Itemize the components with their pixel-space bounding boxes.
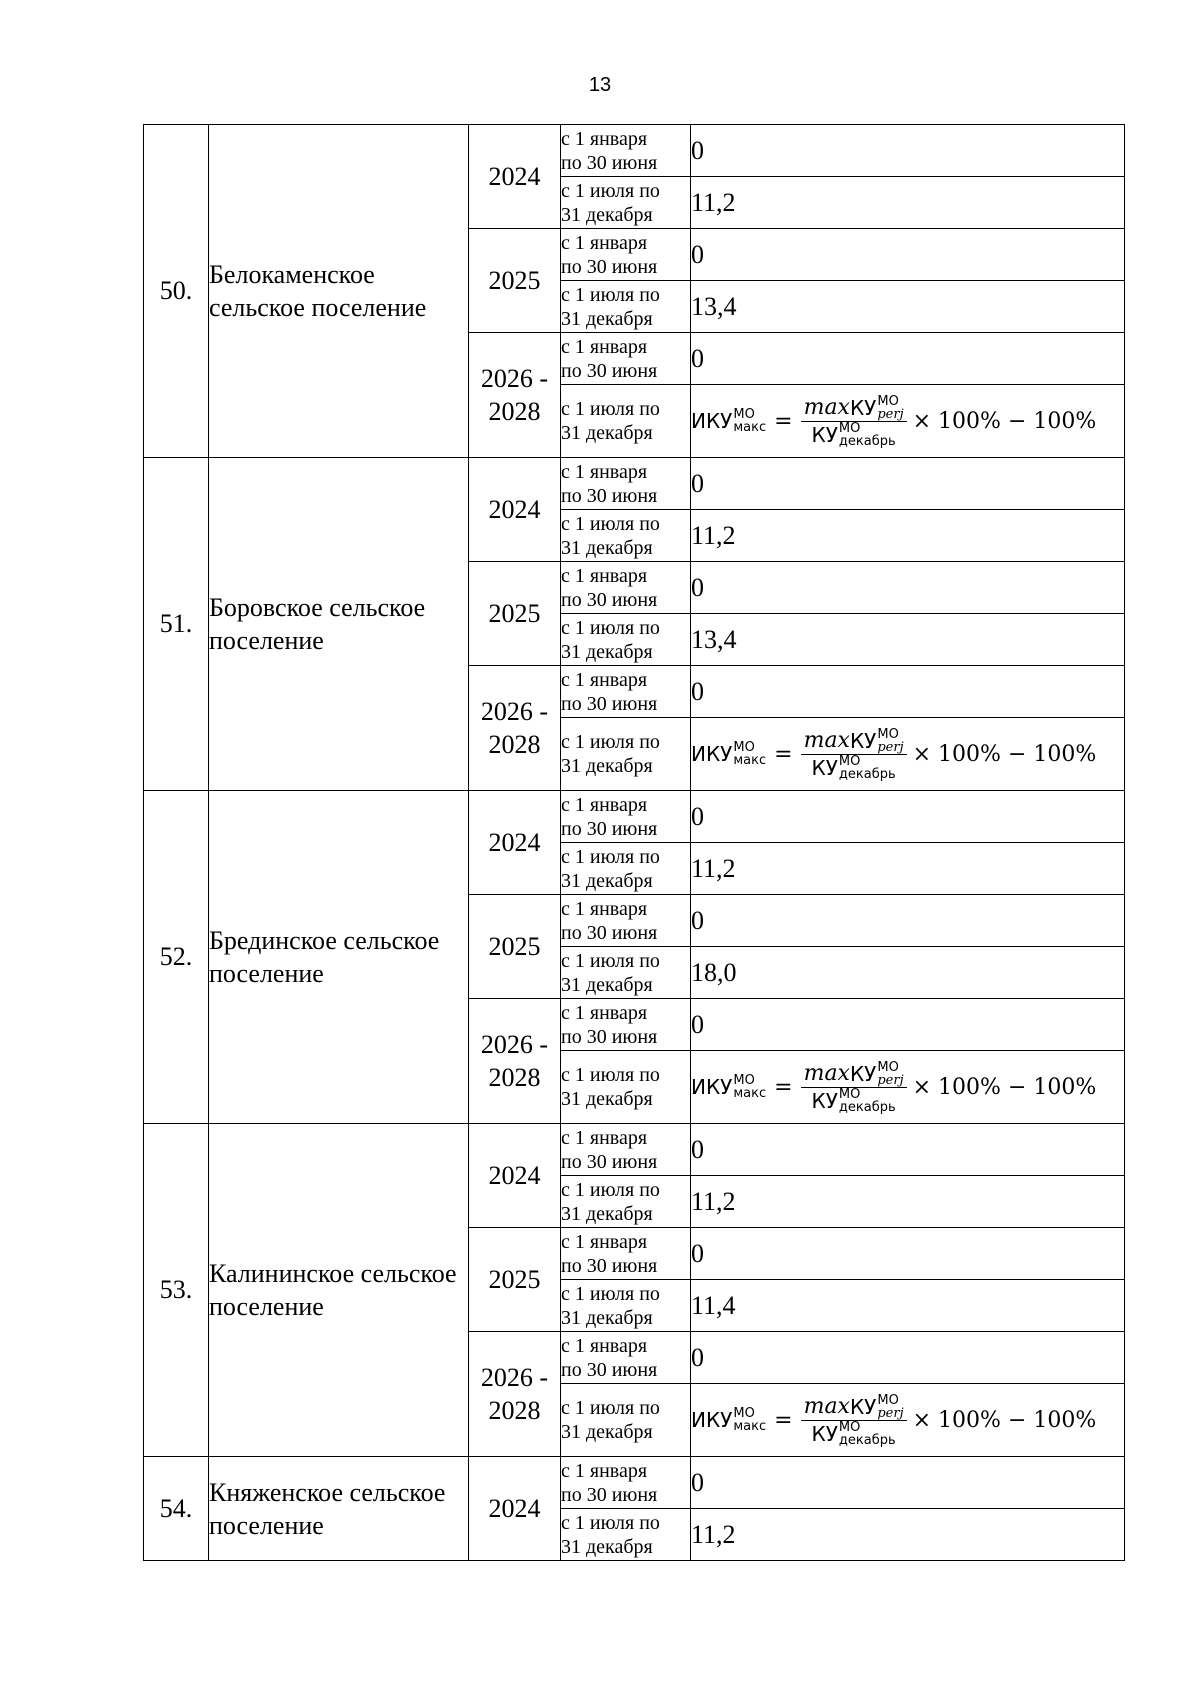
period-line: 31 декабря <box>561 755 653 777</box>
settlement-name: Боровское сельское поселение <box>209 458 469 791</box>
period-cell <box>561 1280 691 1332</box>
period-line: с 1 июля по <box>561 616 660 639</box>
formula-fraction <box>801 1394 907 1447</box>
period-line: по 30 июня <box>561 588 658 611</box>
period-line: по 30 июня <box>561 817 658 840</box>
period-line: по 30 июня <box>561 1483 658 1506</box>
value-cell: 11,2 <box>691 843 1125 895</box>
period-line: с 1 июля по <box>561 179 660 202</box>
ratio-formula <box>691 1061 1124 1114</box>
period-cell <box>561 177 691 229</box>
year-cell: 2025 <box>469 229 561 333</box>
formula-lhs-text: ИКУ <box>691 1075 733 1099</box>
formula-den-sub: декабрь <box>838 1099 896 1115</box>
formula-lhs-text: ИКУ <box>691 742 733 766</box>
formula-num-prefix: max <box>803 1061 850 1086</box>
period-line: с 1 января <box>561 1001 648 1024</box>
period-line: 31 декабря <box>561 422 653 444</box>
table-row <box>144 125 1125 177</box>
value-cell: 0 <box>691 1124 1125 1176</box>
year-cell: 2026 - 2028 <box>469 1332 561 1457</box>
formula-lhs-scripts <box>733 1074 766 1100</box>
year-cell: 2025 <box>469 1228 561 1332</box>
formula-den-main: КУ <box>811 1088 838 1113</box>
table-row <box>144 1457 1125 1509</box>
period-line: с 1 января <box>561 1459 648 1482</box>
period-line: с 1 января <box>561 668 648 691</box>
formula-num-prefix: max <box>803 1394 850 1419</box>
value-cell: 0 <box>691 229 1125 281</box>
period-line: по 30 июня <box>561 1254 658 1277</box>
period-cell <box>561 666 691 718</box>
settlement-number: 52. <box>144 791 209 1124</box>
period-line: по 30 июня <box>561 255 658 278</box>
formula-num-scripts <box>877 1394 903 1420</box>
year-cell: 2026 - 2028 <box>469 666 561 791</box>
year-cell: 2026 - 2028 <box>469 999 561 1124</box>
table-row <box>144 791 1125 843</box>
formula-den-sub: декабрь <box>838 766 896 782</box>
value-cell: 13,4 <box>691 281 1125 333</box>
formula-lhs-scripts <box>733 741 766 767</box>
formula-den-sub: декабрь <box>838 1432 896 1448</box>
value-cell: 11,2 <box>691 177 1125 229</box>
formula-tail: × 100% − 100% <box>912 1407 1097 1433</box>
year-cell: 2026 - 2028 <box>469 333 561 458</box>
period-cell <box>561 125 691 177</box>
period-line: с 1 января <box>561 1230 648 1253</box>
period-cell <box>561 229 691 281</box>
period-line: с 1 июля по <box>561 1282 660 1305</box>
value-cell: 0 <box>691 1457 1125 1509</box>
page-number: 13 <box>588 74 612 96</box>
formula-lhs <box>691 1407 766 1433</box>
period-line: по 30 июня <box>561 359 658 382</box>
formula-den-scripts <box>839 422 896 448</box>
formula-lhs-sub: макс <box>733 753 767 768</box>
formula-equals: = <box>774 1407 793 1433</box>
value-cell: 0 <box>691 125 1125 177</box>
period-line: 31 декабря <box>561 1088 653 1110</box>
settlement-name: Брединское сельское поселение <box>209 791 469 1124</box>
period-cell <box>561 895 691 947</box>
formula-num-main: КУ <box>849 728 877 753</box>
formula-denominator <box>809 755 899 781</box>
period-line: с 1 июля по <box>561 398 660 420</box>
period-cell <box>561 458 691 510</box>
formula-denominator <box>809 1088 899 1114</box>
period-line: с 1 января <box>561 460 648 483</box>
period-line: с 1 июля по <box>561 949 660 972</box>
value-cell: 0 <box>691 458 1125 510</box>
formula-numerator <box>801 728 907 755</box>
formula-num-sub: perj <box>877 406 904 422</box>
period-line: с 1 июля по <box>561 731 660 753</box>
value-cell: 0 <box>691 1228 1125 1280</box>
formula-num-scripts <box>877 728 903 754</box>
settlement-name: Белокаменское сельское поселение <box>209 125 469 458</box>
formula-num-prefix: max <box>803 395 850 420</box>
formula-lhs-sub: макс <box>733 1086 767 1101</box>
formula-num-sub: perj <box>877 1405 904 1421</box>
formula-denominator <box>809 1421 899 1447</box>
formula-num-sub: perj <box>877 1072 904 1088</box>
settlement-number: 53. <box>144 1124 209 1457</box>
period-line: по 30 июня <box>561 921 658 944</box>
formula-den-sup: МО <box>838 1086 861 1102</box>
value-cell: 0 <box>691 666 1125 718</box>
formula-lhs-text: ИКУ <box>691 409 733 433</box>
value-cell: 11,2 <box>691 510 1125 562</box>
formula-lhs-scripts <box>733 408 766 434</box>
value-cell: 0 <box>691 333 1125 385</box>
formula-lhs-sup: МО <box>733 407 755 422</box>
period-cell <box>561 385 691 458</box>
value-cell: 0 <box>691 791 1125 843</box>
period-cell <box>561 1228 691 1280</box>
period-line: с 1 января <box>561 793 648 816</box>
period-cell <box>561 791 691 843</box>
period-line: 31 декабря <box>561 307 653 330</box>
period-line: с 1 января <box>561 1126 648 1149</box>
value-cell: 13,4 <box>691 614 1125 666</box>
period-line: 31 декабря <box>561 1202 653 1225</box>
period-line: с 1 июля по <box>561 1511 660 1534</box>
formula-tail: × 100% − 100% <box>912 1074 1097 1100</box>
period-line: 31 декабря <box>561 869 653 892</box>
formula-den-main: КУ <box>811 1421 838 1446</box>
value-cell: 0 <box>691 1332 1125 1384</box>
formula-numerator <box>801 395 907 422</box>
value-cell <box>691 718 1125 791</box>
period-line: 31 декабря <box>561 1535 653 1558</box>
period-line: с 1 января <box>561 127 648 150</box>
formula-lhs-sub: макс <box>733 420 767 435</box>
formula-lhs-sup: МО <box>733 740 755 755</box>
period-line: по 30 июня <box>561 151 658 174</box>
formula-den-scripts <box>839 1088 896 1114</box>
period-cell <box>561 510 691 562</box>
formula-num-scripts <box>877 395 903 421</box>
formula-num-main: КУ <box>849 395 877 420</box>
period-cell <box>561 843 691 895</box>
formula-lhs <box>691 741 766 767</box>
formula-den-sup: МО <box>838 420 861 436</box>
period-line: по 30 июня <box>561 1025 658 1048</box>
period-line: с 1 июля по <box>561 1397 660 1419</box>
value-cell <box>691 385 1125 458</box>
value-cell <box>691 1051 1125 1124</box>
formula-num-main: КУ <box>849 1394 877 1419</box>
settlement-number: 54. <box>144 1457 209 1561</box>
period-cell <box>561 947 691 999</box>
period-cell <box>561 999 691 1051</box>
period-line: по 30 июня <box>561 1358 658 1381</box>
value-cell: 18,0 <box>691 947 1125 999</box>
period-line: 31 декабря <box>561 1306 653 1329</box>
settlement-number: 51. <box>144 458 209 791</box>
formula-den-scripts <box>839 755 896 781</box>
formula-denominator <box>809 422 899 448</box>
formula-tail: × 100% − 100% <box>912 408 1097 434</box>
value-cell: 0 <box>691 562 1125 614</box>
settlement-name: Калининское сельское поселение <box>209 1124 469 1457</box>
period-line: 31 декабря <box>561 1421 653 1443</box>
value-cell: 11,2 <box>691 1509 1125 1561</box>
period-line: с 1 января <box>561 335 648 358</box>
period-line: 31 декабря <box>561 536 653 559</box>
year-cell: 2024 <box>469 125 561 229</box>
formula-numerator <box>801 1061 907 1088</box>
formula-num-sup: МО <box>877 393 899 409</box>
table-row <box>144 458 1125 510</box>
formula-den-sup: МО <box>838 1419 861 1435</box>
formula-lhs-sub: макс <box>733 1419 767 1434</box>
period-line: по 30 июня <box>561 1150 658 1173</box>
period-line: с 1 января <box>561 897 648 920</box>
period-line: с 1 июля по <box>561 845 660 868</box>
table-row <box>144 1124 1125 1176</box>
period-line: с 1 июля по <box>561 1064 660 1086</box>
formula-fraction <box>801 395 907 448</box>
formula-den-main: КУ <box>811 755 838 780</box>
formula-lhs-text: ИКУ <box>691 1408 733 1432</box>
formula-num-scripts <box>877 1061 903 1087</box>
formula-equals: = <box>774 408 793 434</box>
period-line: с 1 января <box>561 1334 648 1357</box>
formula-equals: = <box>774 1074 793 1100</box>
tariff-table <box>143 124 1125 1561</box>
period-line: с 1 июля по <box>561 512 660 535</box>
value-cell <box>691 1384 1125 1457</box>
settlement-number: 50. <box>144 125 209 458</box>
year-cell: 2024 <box>469 1457 561 1561</box>
period-line: 31 декабря <box>561 203 653 226</box>
period-cell <box>561 1457 691 1509</box>
value-cell: 11,4 <box>691 1280 1125 1332</box>
period-cell <box>561 1176 691 1228</box>
formula-lhs <box>691 408 766 434</box>
value-cell: 11,2 <box>691 1176 1125 1228</box>
period-cell <box>561 718 691 791</box>
formula-den-sup: МО <box>838 753 861 769</box>
ratio-formula <box>691 728 1124 781</box>
formula-equals: = <box>774 741 793 767</box>
ratio-formula <box>691 395 1124 448</box>
period-cell <box>561 1509 691 1561</box>
formula-den-main: КУ <box>811 422 838 447</box>
formula-num-sup: МО <box>877 1059 899 1075</box>
formula-fraction <box>801 728 907 781</box>
ratio-formula <box>691 1394 1124 1447</box>
value-cell: 0 <box>691 999 1125 1051</box>
period-line: 31 декабря <box>561 640 653 663</box>
year-cell: 2025 <box>469 895 561 999</box>
period-line: по 30 июня <box>561 484 658 507</box>
formula-numerator <box>801 1394 907 1421</box>
period-cell <box>561 333 691 385</box>
settlement-name: Княженское сельское поселение <box>209 1457 469 1561</box>
period-cell <box>561 1384 691 1457</box>
period-cell <box>561 1051 691 1124</box>
year-cell: 2024 <box>469 791 561 895</box>
period-line: по 30 июня <box>561 692 658 715</box>
formula-den-sub: декабрь <box>838 433 896 449</box>
period-line: с 1 июля по <box>561 1178 660 1201</box>
period-cell <box>561 1332 691 1384</box>
year-cell: 2024 <box>469 1124 561 1228</box>
formula-num-sup: МО <box>877 1392 899 1408</box>
formula-lhs-scripts <box>733 1407 766 1433</box>
formula-lhs-sup: МО <box>733 1073 755 1088</box>
period-line: с 1 января <box>561 564 648 587</box>
period-cell <box>561 562 691 614</box>
period-line: с 1 января <box>561 231 648 254</box>
period-line: с 1 июля по <box>561 283 660 306</box>
period-line: 31 декабря <box>561 973 653 996</box>
formula-lhs-sup: МО <box>733 1406 755 1421</box>
formula-num-sup: МО <box>877 726 899 742</box>
formula-fraction <box>801 1061 907 1114</box>
formula-num-prefix: max <box>803 728 850 753</box>
value-cell: 0 <box>691 895 1125 947</box>
year-cell: 2024 <box>469 458 561 562</box>
year-cell: 2025 <box>469 562 561 666</box>
formula-lhs <box>691 1074 766 1100</box>
period-cell <box>561 614 691 666</box>
period-cell <box>561 281 691 333</box>
formula-num-main: КУ <box>849 1061 877 1086</box>
formula-den-scripts <box>839 1421 896 1447</box>
formula-tail: × 100% − 100% <box>912 741 1097 767</box>
period-cell <box>561 1124 691 1176</box>
formula-num-sub: perj <box>877 739 904 755</box>
